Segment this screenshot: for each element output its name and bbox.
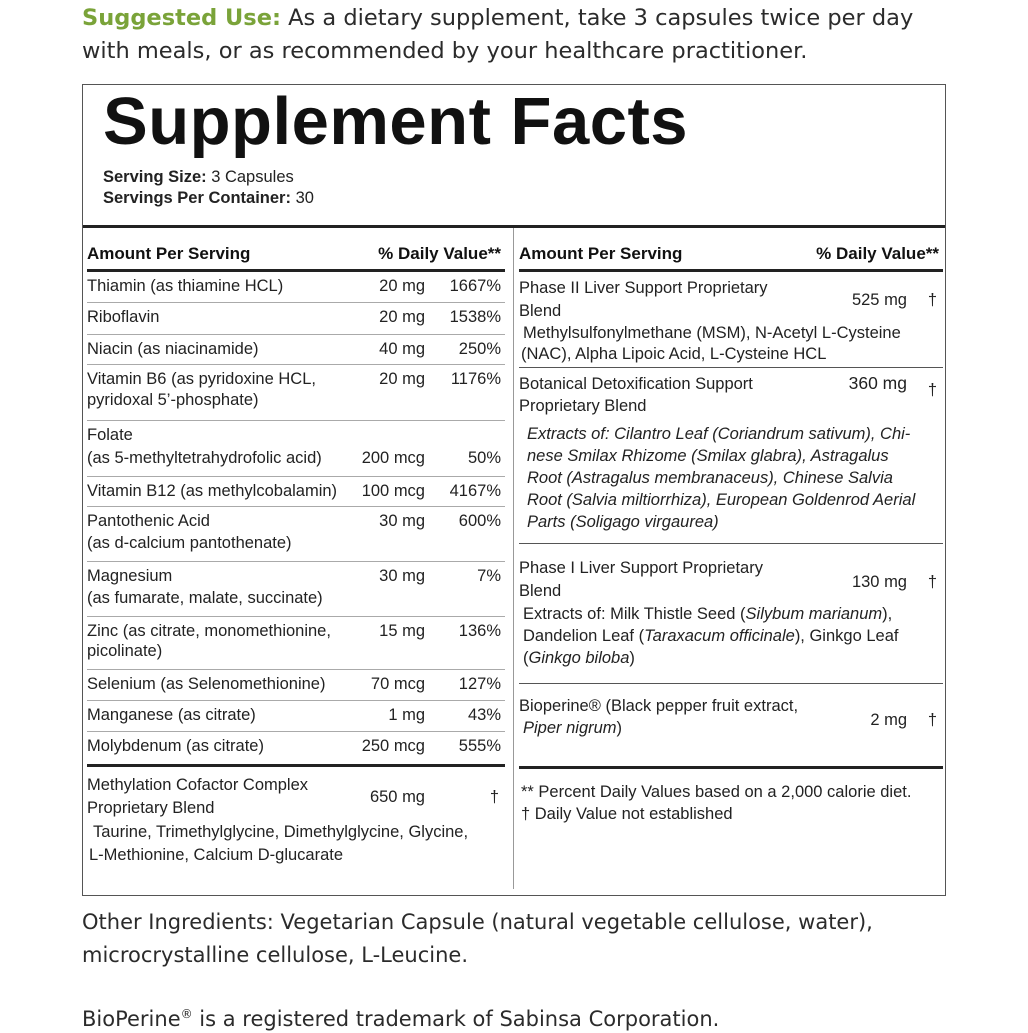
nutrient-name: Zinc (as citrate, monomethionine, <box>87 622 331 640</box>
table-row <box>87 272 505 303</box>
blend-ingredients: Taurine, Trimethylglycine, Dimethylglycine, Glycine, <box>93 823 469 841</box>
table-row <box>87 562 505 617</box>
blend-amount: 525 mg <box>851 291 907 309</box>
table-row <box>87 365 505 421</box>
left-column <box>87 228 505 889</box>
serving-size <box>103 167 314 188</box>
text: ) <box>629 649 635 667</box>
blend-amount: 650 mg <box>369 788 425 806</box>
trademark-text: is a registered trademark of Sabinsa Corporation. <box>192 1007 720 1031</box>
nutrient-name: Manganese (as citrate) <box>87 706 256 724</box>
nutrient-amount: 30 mg <box>379 512 425 530</box>
blend-name: Botanical Detoxification Support <box>519 375 753 393</box>
amount-header: Amount Per Serving <box>87 244 251 263</box>
dv-header: % Daily Value** <box>816 244 939 263</box>
nutrient-name: Thiamin (as thiamine HCL) <box>87 277 284 295</box>
nutrient-name-line2: picolinate) <box>87 642 163 660</box>
column-divider <box>513 228 514 889</box>
nutrient-amount: 200 mcg <box>361 449 425 467</box>
ingredient-name-line2 <box>523 718 803 738</box>
other-ingredients-label: Other Ingredients: <box>82 910 274 934</box>
nutrient-name: Pantothenic Acid <box>87 512 210 530</box>
blend-ingredients-line2: (NAC), Alpha Lipoic Acid, L-Cysteine HCL <box>521 345 827 363</box>
right-header <box>519 228 943 270</box>
phase-i-blend-row <box>519 544 943 684</box>
blend-ingredients: Extracts of: Cilantro Leaf (Coriandrum sativum), Chi- <box>527 425 911 443</box>
nutrient-amount: 100 mcg <box>361 482 425 500</box>
nutrient-amount: 15 mg <box>379 622 425 640</box>
trademark-brand: BioPerine <box>82 1007 181 1031</box>
blend-amount: 130 mg <box>851 573 907 591</box>
panel-title: Supplement Facts <box>103 84 689 159</box>
dagger-mark: † <box>927 381 937 399</box>
suggested-use-text: As a dietary supplement, take 3 capsules twice per day with meals, or as recommended by your healthcare practitioner. <box>82 5 914 64</box>
methylation-blend-row <box>87 767 505 867</box>
nutrient-dv: 4167% <box>449 482 501 500</box>
blend-ingredients <box>523 604 933 624</box>
blend-ingredients-line5: Parts (Soligago virgaurea) <box>527 513 719 531</box>
table-row <box>87 732 505 764</box>
table-row <box>87 670 505 701</box>
nutrient-name: Molybdenum (as citrate) <box>87 737 264 755</box>
nutrient-name: Niacin (as niacinamide) <box>87 340 259 358</box>
blend-ingredients: Methylsulfonylmethane (MSM), N-Acetyl L-Cysteine <box>523 324 901 342</box>
blend-name: Phase II Liver Support Proprietary <box>519 279 768 297</box>
dv-header: % Daily Value** <box>378 244 501 263</box>
nutrient-dv: 127% <box>458 675 501 693</box>
table-row <box>87 421 505 477</box>
ingredient-amount: 2 mg <box>870 711 907 729</box>
table-row <box>87 335 505 365</box>
blend-name-line2: Blend <box>519 582 562 600</box>
serving-info <box>103 167 314 209</box>
latin-name: Silybum marianum <box>745 605 883 623</box>
phase-ii-blend-row <box>519 272 943 368</box>
table-row <box>87 477 505 507</box>
text: ), Ginkgo Leaf <box>794 627 899 645</box>
botanical-blend-row <box>519 368 943 544</box>
blend-ingredients-line2: L-Methionine, Calcium D-glucarate <box>89 846 344 864</box>
nutrient-amount: 70 mcg <box>370 675 425 693</box>
nutrient-amount: 1 mg <box>388 706 425 724</box>
nutrient-name: Magnesium <box>87 567 173 585</box>
dagger-mark: † <box>927 573 937 591</box>
nutrient-name-line2: pyridoxal 5’-phosphate) <box>87 391 259 409</box>
blend-name-line2: Blend <box>519 302 562 320</box>
nutrient-amount: 30 mg <box>379 567 425 585</box>
nutrient-dv: 250% <box>458 340 501 358</box>
nutrient-dv: 1667% <box>449 277 501 295</box>
blend-name: Phase I Liver Support Proprietary <box>519 559 763 577</box>
nutrient-name: Selenium (as Selenomethionine) <box>87 675 326 693</box>
nutrient-dv: 1176% <box>450 370 501 388</box>
blend-name-line2: Proprietary Blend <box>87 799 215 817</box>
blend-amount: 360 mg <box>848 373 907 393</box>
table-row <box>87 701 505 732</box>
latin-name: Taraxacum officinale <box>644 627 795 645</box>
table-row <box>87 303 505 335</box>
amount-header: Amount Per Serving <box>519 244 683 263</box>
blend-name: Methylation Cofactor Complex <box>87 776 309 794</box>
nutrient-dv: 1538% <box>449 308 501 326</box>
suggested-use-label: Suggested Use: <box>82 5 281 31</box>
nutrient-amount: 20 mg <box>379 308 425 326</box>
servings-value: 30 <box>290 189 314 207</box>
nutrient-name: Folate <box>87 426 133 444</box>
blend-ingredients-line3: Root (Astragalus membranaceus), Chinese Salvia <box>527 469 893 487</box>
blend-ingredients-line2 <box>523 626 933 646</box>
nutrient-amount: 40 mg <box>379 340 425 358</box>
nutrient-dv: 136% <box>458 622 501 640</box>
right-column <box>519 228 943 889</box>
serving-size-value: 3 Capsules <box>206 168 294 186</box>
text: ( <box>523 649 529 667</box>
nutrient-amount: 20 mg <box>379 277 425 295</box>
servings-label: Servings Per Container: <box>103 189 291 207</box>
nutrient-name: Vitamin B12 (as methylcobalamin) <box>87 482 338 500</box>
ingredient-name: Bioperine® (Black pepper fruit extract, <box>519 697 799 715</box>
blend-name-line2: Proprietary Blend <box>519 397 647 415</box>
nutrient-dv: 43% <box>467 706 501 724</box>
text: Extracts of: Milk Thistle Seed ( <box>523 605 746 623</box>
other-ingredients <box>82 906 982 972</box>
nutrient-name-line2: (as d-calcium pantothenate) <box>87 534 292 552</box>
suggested-use <box>82 2 962 68</box>
bioperine-row <box>519 684 943 766</box>
text: Dandelion Leaf ( <box>523 627 645 645</box>
nutrient-dv: 50% <box>467 449 501 467</box>
nutrient-name-line2: (as 5-methyltetrahydrofolic acid) <box>87 449 322 467</box>
servings-per-container <box>103 188 314 209</box>
table-row <box>87 617 505 670</box>
latin-name: Ginkgo biloba <box>528 649 630 667</box>
nutrient-name: Vitamin B6 (as pyridoxine HCL, <box>87 370 316 388</box>
blend-ingredients-line4: Root (Salvia miltiorrhiza), European Goldenrod Aerial <box>527 491 916 509</box>
left-header <box>87 228 505 270</box>
footnotes <box>519 769 943 825</box>
other-ingredients-text: Vegetarian Capsule (natural vegetable cellulose, water), microcrystalline cellulose, L-Leucine. <box>82 910 873 967</box>
serving-size-label: Serving Size: <box>103 168 207 186</box>
blend-ingredients-line2: nese Smilax Rhizome (Smilax glabra), Astragalus <box>527 447 889 465</box>
footnote-dv: ** Percent Daily Values based on a 2,000 calorie diet. <box>521 783 912 801</box>
dagger-mark: † <box>927 291 937 309</box>
nutrient-name-line2: (as fumarate, malate, succinate) <box>87 589 323 607</box>
latin-name: Piper nigrum <box>523 719 617 737</box>
nutrient-amount: 20 mg <box>379 370 425 388</box>
nutrient-amount: 250 mcg <box>361 737 425 755</box>
text: ) <box>616 719 623 737</box>
nutrient-dv: 600% <box>458 512 501 530</box>
nutrient-dv: 555% <box>458 737 501 755</box>
blend-ingredients-line3 <box>523 648 933 668</box>
supplement-facts-panel <box>82 84 946 896</box>
text: ), <box>882 605 893 623</box>
nutrient-dv: 7% <box>477 567 501 585</box>
trademark-notice <box>82 1000 982 1033</box>
footnote-dagger: † Daily Value not established <box>521 805 733 823</box>
dagger-mark: † <box>489 788 499 806</box>
table-row <box>87 507 505 562</box>
nutrient-name: Riboflavin <box>87 308 160 326</box>
registered-mark: ® <box>180 1007 193 1021</box>
dagger-mark: † <box>927 711 937 729</box>
